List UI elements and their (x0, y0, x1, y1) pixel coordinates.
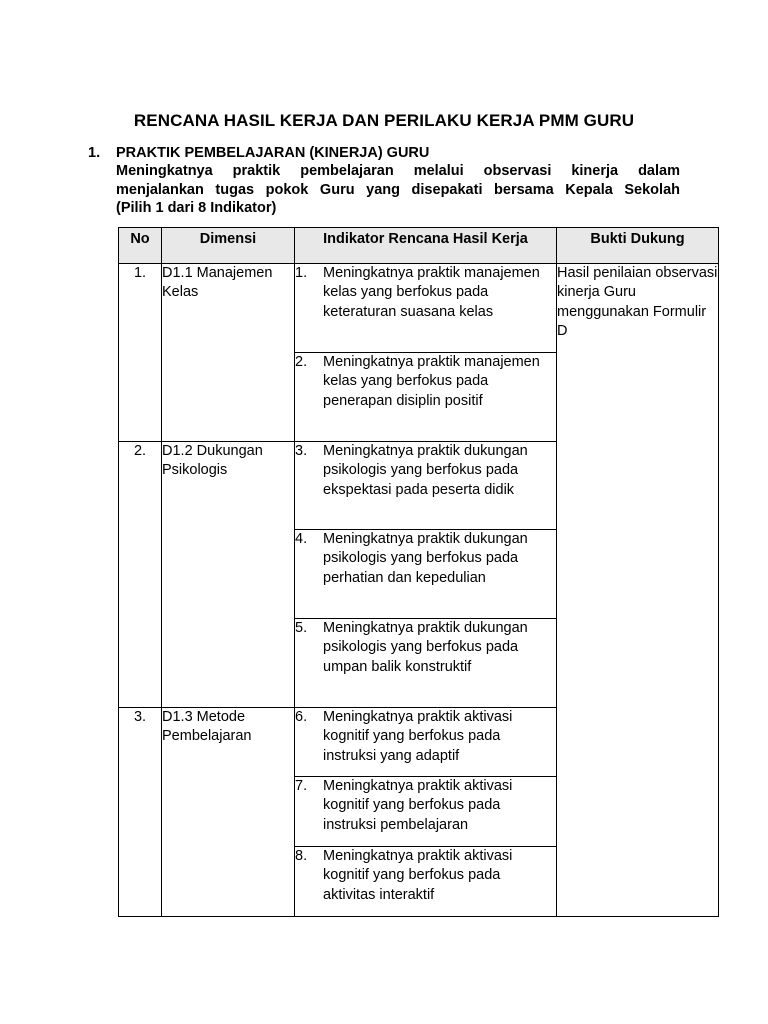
indicator-cell (295, 847, 557, 917)
indicator-text: Meningkatnya praktik dukungan psikologis yang berfokus pada perhatian dan kepedulian (323, 531, 528, 586)
indicator-number: 6. (295, 709, 308, 725)
indicator-cell (295, 708, 557, 777)
description-line: menjalankan tugas pokok Guru yang disepakati bersama Kepala Sekolah (116, 181, 680, 198)
dimension-cell: D1.1 Manajemen Kelas (162, 264, 295, 442)
indicator-cell (295, 353, 557, 442)
section-heading-text: PRAKTIK PEMBELAJARAN (KINERJA) GURU (116, 145, 430, 161)
rhk-table (118, 227, 719, 917)
indicator-number: 3. (295, 443, 308, 459)
table-header-row (119, 228, 719, 264)
header-indikator: Indikator Rencana Hasil Kerja (295, 228, 557, 264)
indicator-number: 2. (295, 354, 308, 370)
dimension-cell: D1.2 Dukungan Psikologis (162, 442, 295, 708)
indicator-text: Meningkatnya praktik manajemen kelas yang berfokus pada keteraturan suasana kelas (323, 265, 540, 320)
section-description (116, 162, 680, 218)
indicator-cell (295, 619, 557, 708)
evidence-cell: Hasil penilaian observasi kinerja Guru menggunakan Formulir D (557, 264, 719, 917)
indicator-text: Meningkatnya praktik aktivasi kognitif yang berfokus pada aktivitas interaktif (323, 848, 513, 903)
indicator-cell (295, 264, 557, 353)
indicator-number: 8. (295, 848, 308, 864)
indicator-cell (295, 530, 557, 619)
document-title: RENCANA HASIL KERJA DAN PERILAKU KERJA PMM GURU (133, 111, 635, 130)
indicator-text: Meningkatnya praktik aktivasi kognitif yang berfokus pada instruksi yang adaptif (323, 709, 513, 764)
indicator-text: Meningkatnya praktik dukungan psikologis yang berfokus pada umpan balik konstruktif (323, 620, 528, 675)
row-number: 2. (119, 442, 162, 708)
section-number: 1. (88, 145, 101, 161)
description-line: (Pilih 1 dari 8 Indikator) (116, 200, 277, 217)
description-line: Meningkatnya praktik pembelajaran melalui observasi kinerja dalam (116, 163, 680, 179)
indicator-number: 1. (295, 265, 308, 281)
indicator-number: 4. (295, 531, 308, 547)
indicator-cell (295, 777, 557, 847)
row-number: 3. (119, 708, 162, 917)
indicator-number: 7. (295, 778, 308, 794)
row-number: 1. (119, 264, 162, 442)
indicator-text: Meningkatnya praktik manajemen kelas yang berfokus pada penerapan disiplin positif (323, 354, 540, 409)
dimension-cell: D1.3 Metode Pembelajaran (162, 708, 295, 917)
indicator-cell (295, 442, 557, 530)
table-row (119, 264, 719, 353)
indicator-text: Meningkatnya praktik dukungan psikologis yang berfokus pada ekspektasi pada peserta didik (323, 443, 528, 498)
indicator-number: 5. (295, 620, 308, 636)
indicator-text: Meningkatnya praktik aktivasi kognitif yang berfokus pada instruksi pembelajaran (323, 778, 513, 833)
header-no: No (119, 228, 162, 264)
header-dimensi: Dimensi (162, 228, 295, 264)
header-bukti-dukung: Bukti Dukung (557, 228, 719, 264)
